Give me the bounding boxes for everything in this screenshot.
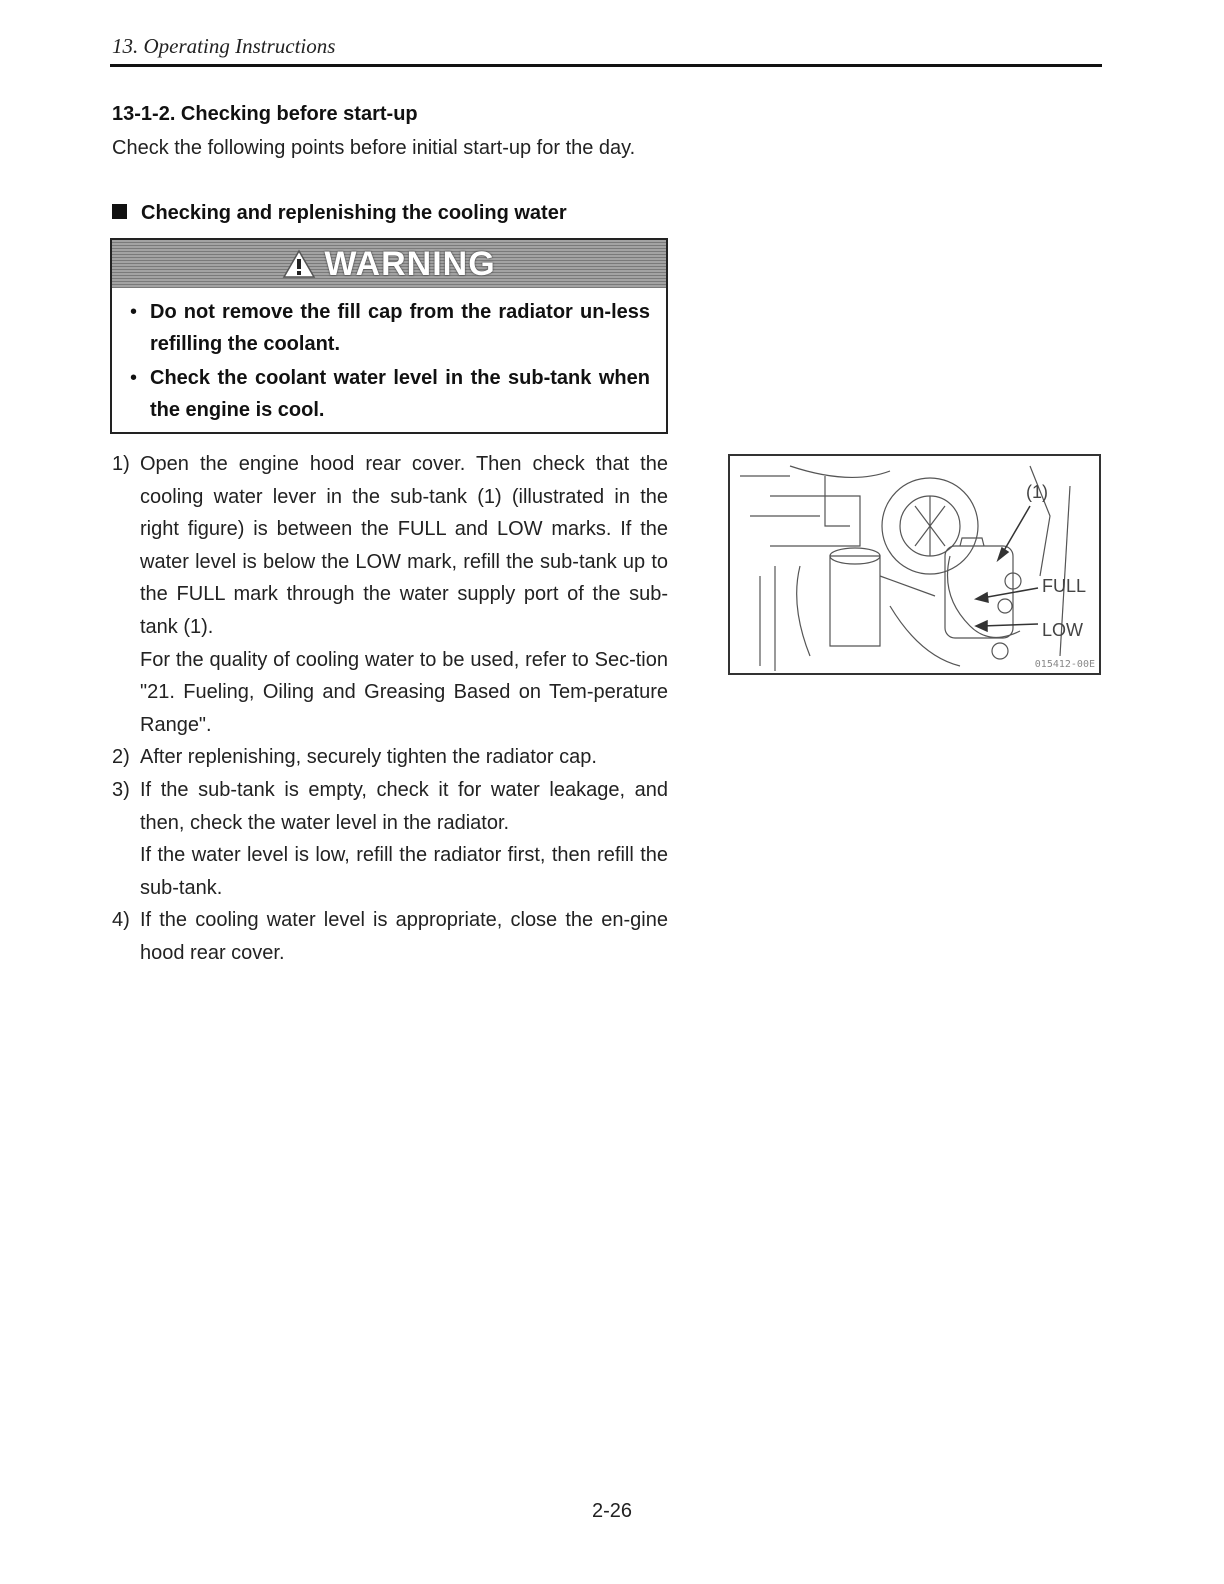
subtank-figure — [728, 454, 1101, 675]
step-2 — [112, 741, 668, 774]
step-number: 1) — [112, 453, 130, 475]
warning-label: WARNING — [324, 244, 496, 283]
subheading-text: Checking and replenishing the cooling water — [141, 202, 567, 224]
figure-code: 015412-00E — [1034, 659, 1095, 670]
callout-low-label: LOW — [1042, 620, 1084, 640]
page-number: 2-26 — [591, 1500, 633, 1522]
warning-banner — [112, 240, 666, 288]
step-number: 3) — [112, 778, 130, 801]
warning-list — [128, 296, 650, 428]
step-text: If the water level is low, refill the radiator first, then refill the sub-tank. — [140, 844, 668, 899]
step-text: If the sub-tank is empty, check it for water leakage, and then, check the water level in the radiator. — [140, 778, 668, 834]
step-number: 2) — [112, 746, 130, 769]
step-text: After replenishing, securely tighten the radiator cap. — [140, 746, 597, 769]
bullet-icon: • — [130, 301, 138, 323]
section-title: 13-1-2. Checking before start-up — [112, 103, 418, 125]
step-text: For the quality of cooling water to be used, refer to Sec-tion "21. Fueling, Oiling and Greasing Based on Tem-perature Range". — [140, 648, 668, 736]
warning-box — [110, 238, 668, 434]
step-3 — [112, 774, 668, 904]
square-bullet-icon — [112, 204, 127, 219]
callout-part-label: (1) — [1026, 482, 1048, 502]
warning-triangle-icon — [282, 249, 316, 279]
warning-item — [128, 296, 650, 360]
callout-full-label: FULL — [1042, 576, 1087, 596]
step-text: Open the engine hood rear cover. Then check that the cooling water lever in the sub-tank (1) (illustrated in the right figure) is between the FULL and LOW marks. If the water level is below the LOW mark, refill the sub-tank up to the FULL mark through the water supply port of the sub-tank (1). — [140, 453, 668, 638]
procedure-steps — [112, 448, 668, 970]
warning-item — [128, 362, 650, 426]
subheading — [112, 202, 567, 225]
warning-item-text: Check the coolant water level in the sub-tank when the engine is cool. — [150, 367, 650, 421]
bullet-icon: • — [130, 367, 138, 389]
step-1 — [112, 448, 668, 741]
section-intro: Check the following points before initial start-up for the day. — [112, 137, 636, 159]
warning-item-text: Do not remove the fill cap from the radiator un-less refilling the coolant. — [150, 301, 650, 355]
step-text: If the cooling water level is appropriate, close the en-gine hood rear cover. — [140, 909, 668, 964]
running-header: 13. Operating Instructions — [112, 34, 336, 58]
header-rule — [110, 64, 1102, 67]
step-4 — [112, 904, 668, 969]
step-number: 4) — [112, 909, 130, 932]
